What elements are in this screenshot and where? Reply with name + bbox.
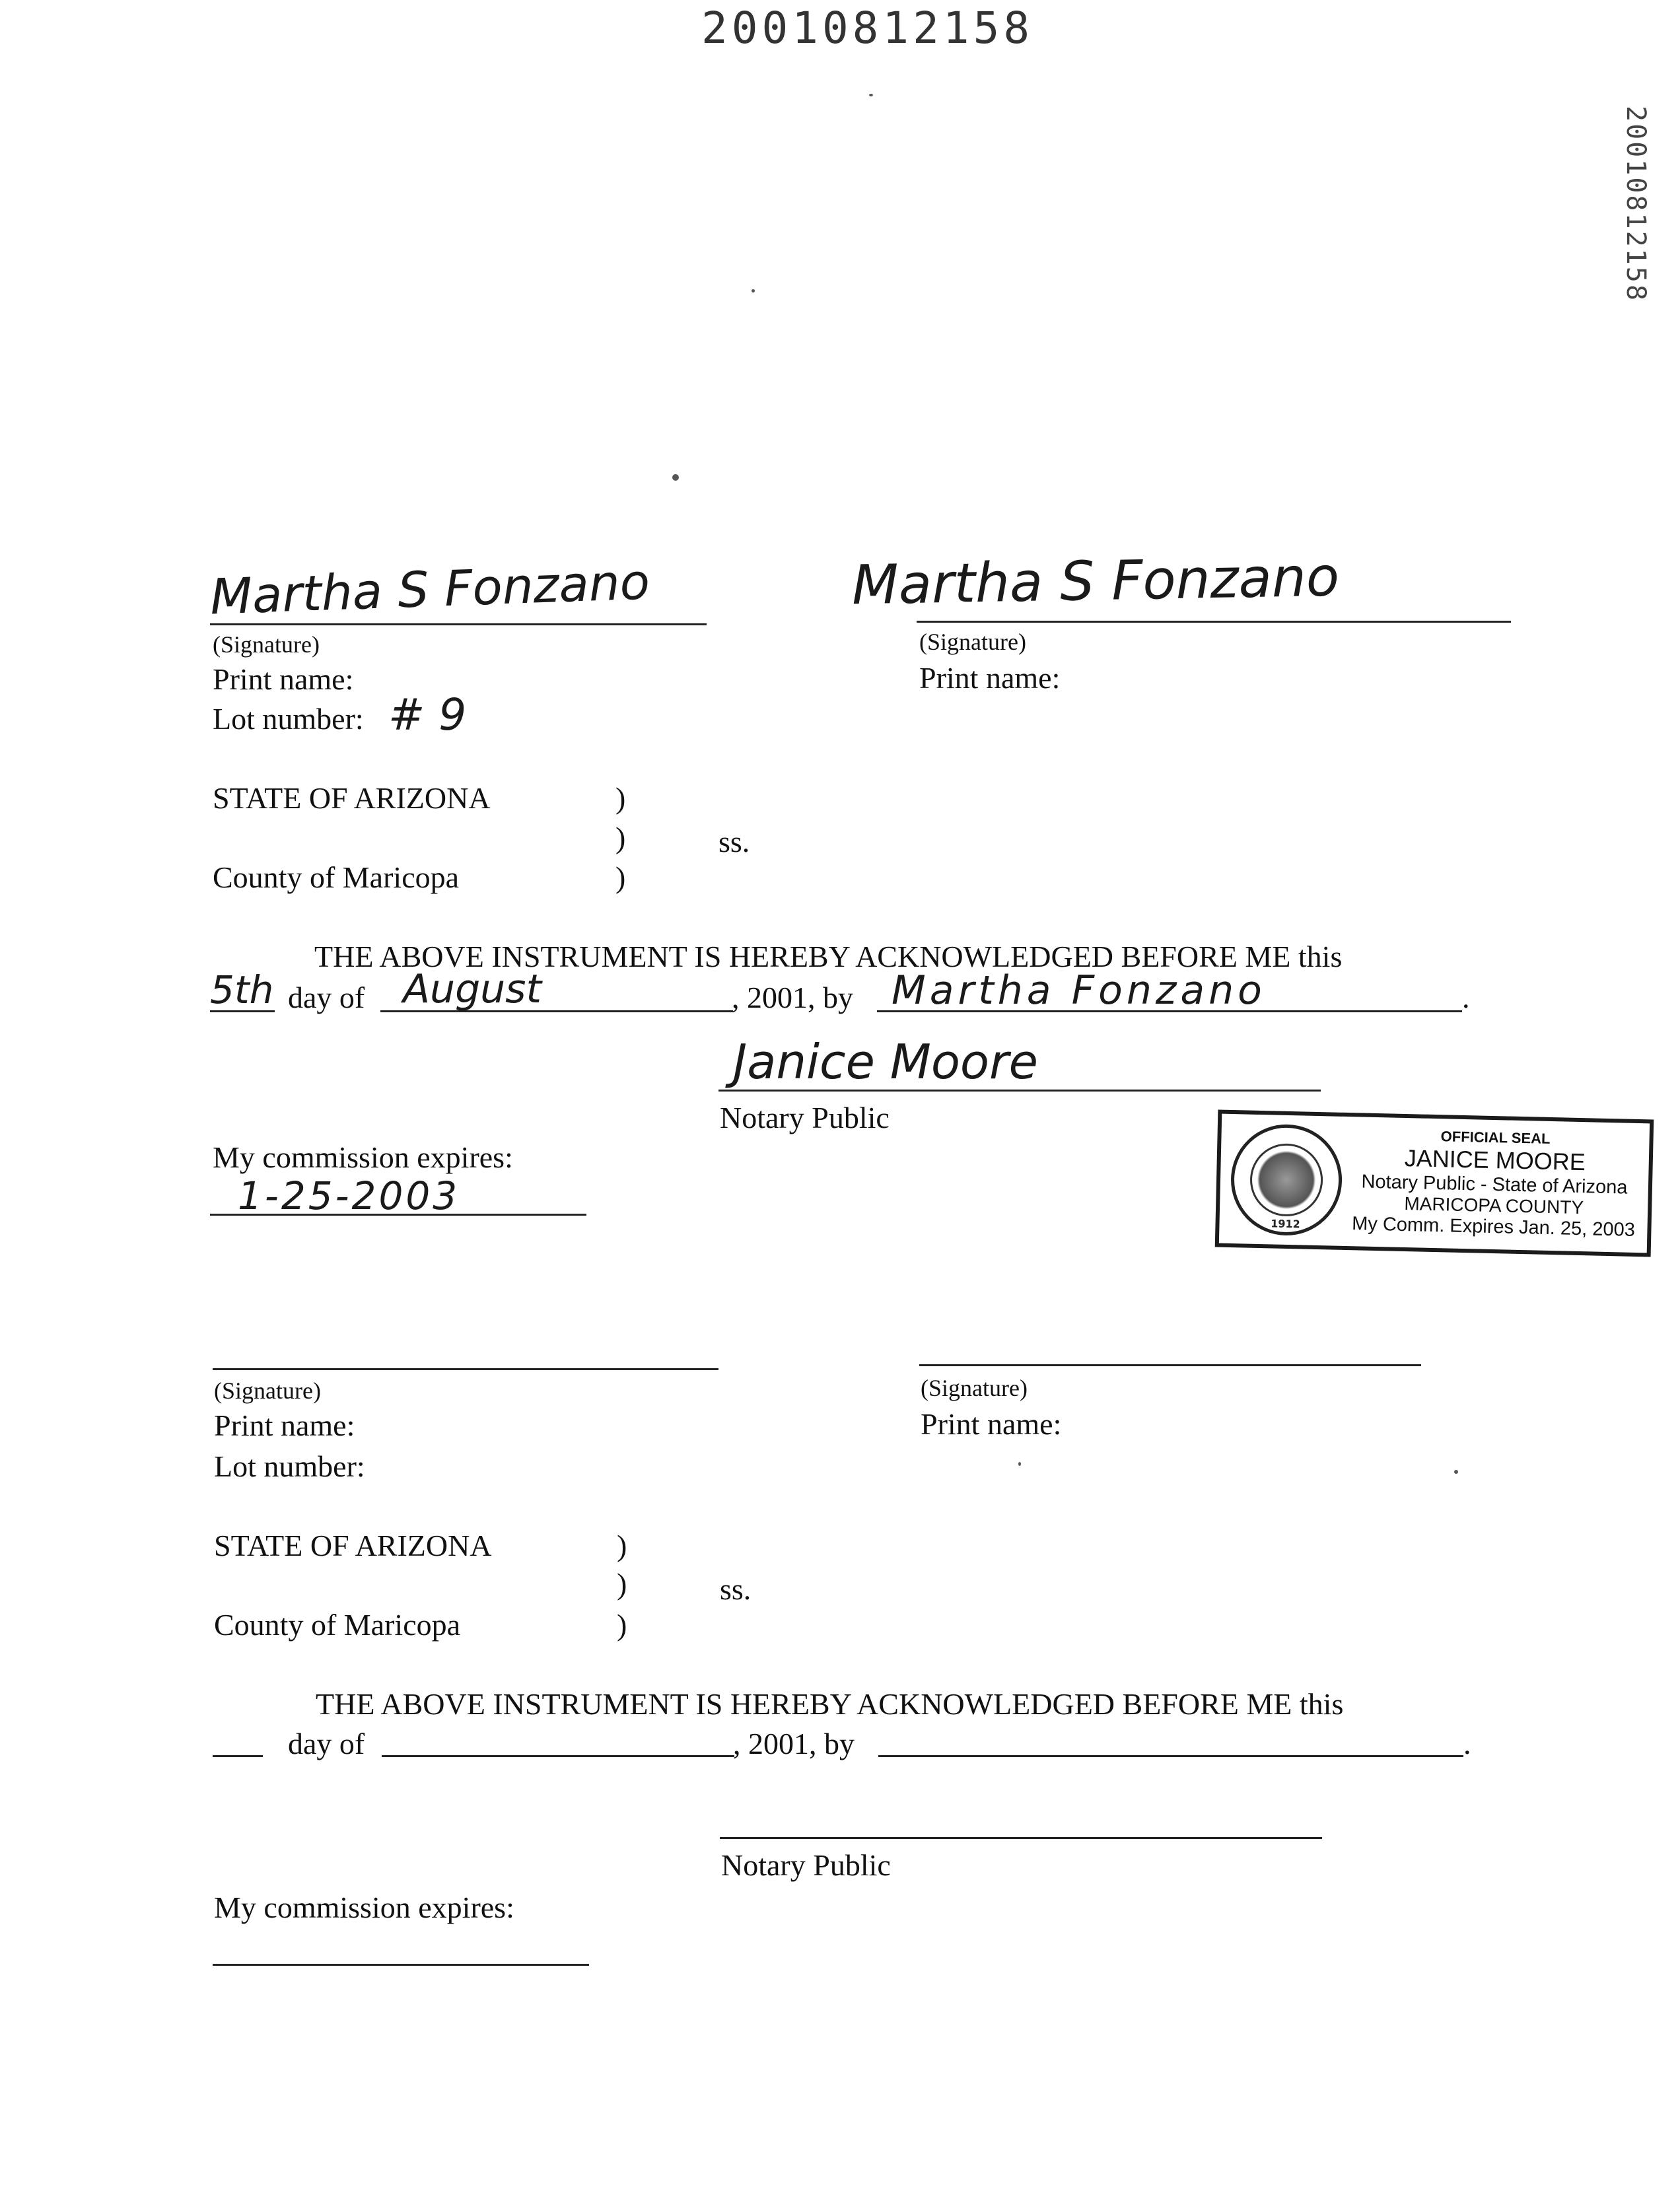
venue-paren: )	[615, 821, 626, 854]
year-by-label: , 2001, by	[732, 981, 853, 1014]
emblem-center	[1249, 1143, 1323, 1217]
print-name-label-right: Print name:	[919, 661, 1061, 695]
notary-public-label-2: Notary Public	[721, 1848, 891, 1882]
signature-line-right	[917, 621, 1511, 623]
day-blank-2	[213, 1755, 263, 1757]
by-value: Martha Fonzano	[892, 967, 1266, 1014]
print-name-label-right-2: Print name:	[921, 1407, 1062, 1441]
county-label-2: County of Maricopa	[214, 1608, 461, 1642]
venue-paren: )	[615, 860, 626, 894]
notary-seal-stamp	[1215, 1110, 1654, 1257]
venue-paren-2: )	[617, 1608, 627, 1642]
document-number: 20010812158	[701, 3, 1034, 53]
notary-handwritten-signature: Janice Moore	[733, 1034, 1038, 1090]
notary-signature-line	[718, 1090, 1321, 1092]
ss-label: ss.	[718, 825, 750, 858]
notary-public-label: Notary Public	[720, 1101, 890, 1134]
notary-signature-line-2	[720, 1837, 1322, 1839]
lot-number-label-2: Lot number:	[214, 1449, 365, 1483]
commission-label: My commission expires:	[213, 1140, 513, 1174]
print-name-label-left: Print name:	[213, 662, 354, 696]
side-document-number: 20010812158	[1621, 106, 1651, 302]
seal-official-seal: OFFICIAL SEAL	[1440, 1128, 1551, 1147]
scan-speck	[1454, 1470, 1458, 1474]
signature-label-right-2: (Signature)	[921, 1375, 1028, 1401]
state-label-2: STATE OF ARIZONA	[214, 1529, 492, 1562]
signature-label-right: (Signature)	[919, 629, 1026, 655]
commission-value: 1-25-2003	[238, 1173, 460, 1218]
signature-line-right-2	[919, 1364, 1421, 1366]
commission-label-2: My commission expires:	[214, 1891, 514, 1924]
venue-paren-2: )	[617, 1529, 627, 1562]
emblem-year: 1912	[1271, 1217, 1301, 1231]
state-seal-emblem	[1230, 1123, 1343, 1237]
venue-paren-2: )	[617, 1567, 627, 1601]
month-value: August	[403, 966, 542, 1012]
signature-line-left	[210, 623, 707, 625]
scan-speck	[752, 289, 755, 293]
scan-speck	[672, 474, 679, 481]
lot-number-label: Lot number:	[213, 702, 364, 736]
state-label: STATE OF ARIZONA	[213, 781, 491, 815]
county-label: County of Maricopa	[213, 860, 460, 894]
day-of-label: day of	[288, 981, 365, 1014]
handwritten-signature-right: Martha S Fonzano	[851, 545, 1340, 617]
handwritten-signature-left: Martha S Fonzano	[209, 553, 651, 626]
signature-label-left: (Signature)	[213, 631, 320, 658]
signature-label-left-2: (Signature)	[214, 1377, 321, 1404]
day-of-label-2: day of	[288, 1727, 365, 1760]
signature-line-left-2	[213, 1368, 718, 1370]
commission-blank-2	[213, 1964, 589, 1966]
scan-speck	[869, 94, 873, 96]
acknowledgment-line-2: THE ABOVE INSTRUMENT IS HEREBY ACKNOWLEDGED BEFORE ME this	[316, 1687, 1344, 1721]
seal-county: MARICOPA COUNTY	[1404, 1193, 1584, 1218]
venue-paren: )	[615, 781, 626, 815]
scan-speck	[1018, 1462, 1021, 1466]
period-2: .	[1463, 1727, 1471, 1760]
day-value: 5th	[210, 967, 274, 1012]
seal-expiration: My Comm. Expires Jan. 25, 2003	[1351, 1213, 1636, 1241]
by-blank-2	[878, 1755, 1463, 1757]
print-name-label-left-2: Print name:	[214, 1408, 355, 1442]
month-blank-2	[382, 1755, 734, 1757]
lot-number-value: # 9	[388, 689, 467, 740]
acknowledgment-line: THE ABOVE INSTRUMENT IS HEREBY ACKNOWLEDGED BEFORE ME this	[314, 940, 1343, 973]
period: .	[1462, 981, 1470, 1014]
seal-notary-state: Notary Public - State of Arizona	[1361, 1171, 1628, 1198]
seal-notary-name: JANICE MOORE	[1404, 1144, 1586, 1176]
ss-label-2: ss.	[720, 1572, 752, 1606]
year-by-label-2: , 2001, by	[733, 1727, 855, 1760]
